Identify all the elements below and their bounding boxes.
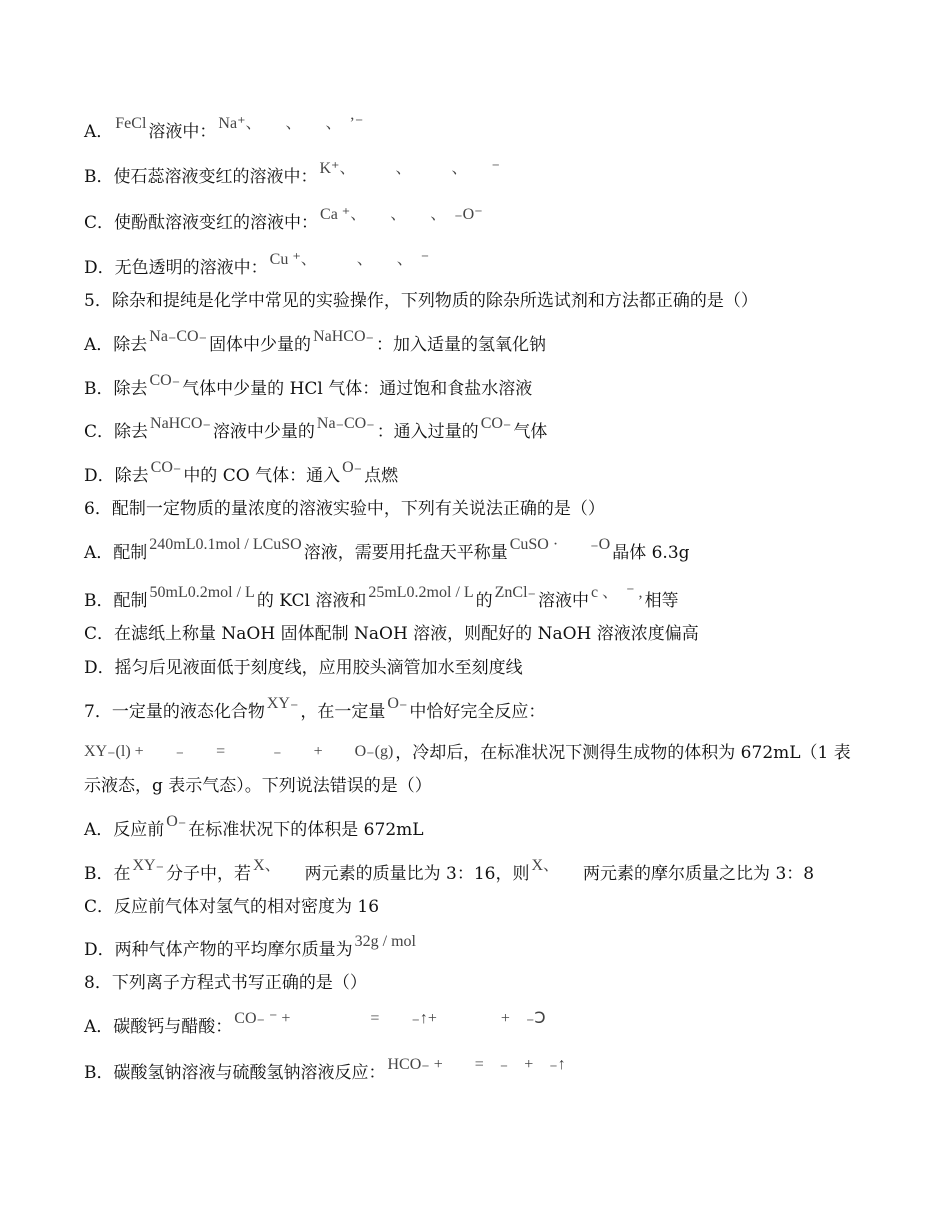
formula: CO₋ — [149, 372, 181, 389]
option-label: B． — [84, 864, 114, 884]
option-text: 除去 — [113, 335, 148, 355]
option-label: A． — [84, 543, 114, 563]
q7-option-c — [84, 895, 379, 919]
formula: XY₋ — [132, 857, 165, 874]
option-text: 相等 — [644, 591, 679, 611]
q7-option-a — [84, 813, 424, 843]
formula: K⁺、 、 、 ⁻ — [319, 160, 500, 177]
option-text: 无色透明的溶液中： — [114, 258, 268, 278]
option-text: 溶液中 — [538, 591, 589, 611]
q5-stem: 5．除杂和提纯是化学中常见的实验操作，下列物质的除杂所选试剂和方法都正确的是（） — [84, 291, 758, 311]
option-label: D． — [84, 258, 115, 278]
option-label: C． — [84, 422, 115, 442]
q7-option-d — [84, 933, 418, 963]
option-text: 溶液，需要用托盘天平称量 — [303, 543, 508, 563]
option-label: C． — [84, 624, 115, 644]
q8-option-a — [84, 1010, 548, 1040]
q8-option-b — [84, 1056, 568, 1086]
option-text: 两元素的质量比为 3：16，则 — [304, 864, 530, 884]
q5-option-a — [84, 328, 546, 358]
option-text: 点燃 — [364, 466, 399, 486]
option-label: B． — [84, 1063, 114, 1083]
formula: ZnCl₋ — [494, 584, 536, 601]
formula: XY₋ — [266, 695, 299, 712]
formula: 32g / mol — [354, 933, 416, 950]
formula: O₋ — [387, 695, 408, 712]
formula: CO₋ — [480, 415, 512, 432]
option-text: 在滤纸上称量 NaOH 固体配制 NaOH 溶液，则配好的 NaOH 溶液浓度偏高 — [114, 624, 699, 644]
formula: Cu ⁺、 、 、 ⁻ — [269, 251, 430, 268]
q6-option-c — [84, 622, 699, 646]
formula: 240mL0.1mol / LCuSO — [149, 536, 302, 553]
q4-option-c — [84, 206, 485, 236]
option-label: A． — [84, 122, 114, 142]
option-label: D． — [84, 466, 115, 486]
option-text: 使酚酞溶液变红的溶液中： — [114, 213, 319, 233]
q4-option-d — [84, 251, 431, 281]
stem-text: 中恰好完全反应： — [409, 702, 546, 722]
option-label: B． — [84, 167, 114, 187]
option-label: C． — [84, 897, 115, 917]
option-text: ：加入适量的氢氧化钠 — [375, 335, 546, 355]
formula: 50mL0.2mol / L — [149, 584, 255, 601]
option-text: 反应前 — [113, 820, 165, 840]
q4-option-b — [84, 160, 502, 190]
q6-option-d — [84, 656, 523, 680]
option-label: A． — [84, 820, 114, 840]
formula: NaHCO₋ — [313, 328, 374, 345]
option-label: A． — [84, 335, 114, 355]
option-label: C． — [84, 213, 115, 233]
option-text: 气体中少量的 HCl 气体：通过饱和食盐水溶液 — [182, 379, 533, 399]
formula: 25mL0.2mol / L — [368, 584, 474, 601]
q4-option-a — [84, 115, 365, 145]
formula: O₋ — [166, 813, 187, 830]
option-text: 固体中少量的 — [209, 335, 312, 355]
option-text: 反应前气体对氢气的相对密度为 16 — [114, 897, 380, 917]
formula: Ca ⁺、 、 、 ₋O⁻ — [320, 206, 483, 223]
q7-stem-cont: 示液态，g 表示气态）。下列说法错误的是（） — [84, 776, 432, 796]
q5-option-c — [84, 415, 548, 445]
option-text: 使石蕊溶液变红的溶液中： — [113, 167, 318, 187]
option-text: 的 KCl 溶液和 — [256, 591, 367, 611]
option-text: 两元素的摩尔质量之比为 3：8 — [583, 864, 815, 884]
option-text: 溶液中： — [148, 122, 217, 142]
formula: HCO₋ + = ₋ + ₋↑ — [387, 1056, 566, 1073]
q8-stem: 8．下列离子方程式书写正确的是（） — [84, 973, 367, 993]
option-text: 两种气体产物的平均摩尔质量为 — [114, 940, 353, 960]
option-label: D． — [84, 940, 115, 960]
q6-option-a — [84, 536, 690, 566]
option-text: 碳酸钙与醋酸： — [113, 1017, 233, 1037]
option-text: 在标准状况下的体积是 672mL — [188, 820, 424, 840]
stem-text: ，冷却后，在标准状况下测得生成物的体积为 672mL（1 表 — [395, 743, 851, 763]
q5-option-d — [84, 459, 399, 489]
option-text: 配制 — [113, 591, 148, 611]
option-text: 的 — [475, 591, 493, 611]
formula: Na⁺、 、 、 ʼ⁻ — [218, 115, 364, 132]
formula: O₋ — [342, 459, 363, 476]
formula: FeCl — [115, 115, 147, 132]
stem-text: ，在一定量 — [300, 702, 386, 722]
q5-option-b — [84, 372, 533, 402]
option-text: 气体 — [513, 422, 548, 442]
q6-stem: 6．配制一定物质的量浓度的溶液实验中，下列有关说法正确的是（） — [84, 499, 605, 519]
formula: CuSO · ₋O — [509, 536, 611, 553]
formula: CO₋ ⁻ + = ₋↑+ + ₋Ↄ — [234, 1010, 546, 1027]
reaction-equation: XY₋(l) + ₋ = ₋ + O₋(g) — [84, 743, 394, 760]
option-label: B． — [84, 379, 114, 399]
formula: Na₋CO₋ — [316, 415, 375, 432]
q7-stem — [84, 695, 546, 725]
stem-text: 7．一定量的液态化合物 — [84, 702, 265, 722]
option-text: 除去 — [113, 379, 148, 399]
option-label: B． — [84, 591, 114, 611]
option-label: A． — [84, 1017, 114, 1037]
option-text: 溶液中少量的 — [212, 422, 315, 442]
option-text: 除去 — [114, 422, 149, 442]
formula: X、 — [531, 857, 560, 874]
option-text: 摇匀后见液面低于刻度线，应用胶头滴管加水至刻度线 — [114, 658, 523, 678]
formula: NaHCO₋ — [150, 415, 211, 432]
option-text: ：通入过量的 — [376, 422, 479, 442]
option-text: 在 — [113, 864, 131, 884]
formula: Na₋CO₋ — [149, 328, 208, 345]
option-text: 除去 — [114, 466, 149, 486]
q7-equation-line — [84, 741, 851, 766]
option-text: 中的 CO 气体：通入 — [183, 466, 341, 486]
formula: X、 — [253, 857, 281, 874]
option-label: D． — [84, 658, 115, 678]
option-text: 分子中，若 — [166, 864, 252, 884]
option-text: 晶体 6.3g — [612, 543, 690, 563]
option-text: 配制 — [113, 543, 148, 563]
q7-option-b — [84, 857, 815, 887]
formula: c 、 ⁻ , — [591, 584, 643, 601]
option-text: 碳酸氢钠溶液与硫酸氢钠溶液反应： — [113, 1063, 386, 1083]
q6-option-b — [84, 584, 679, 614]
formula: CO₋ — [150, 459, 182, 476]
